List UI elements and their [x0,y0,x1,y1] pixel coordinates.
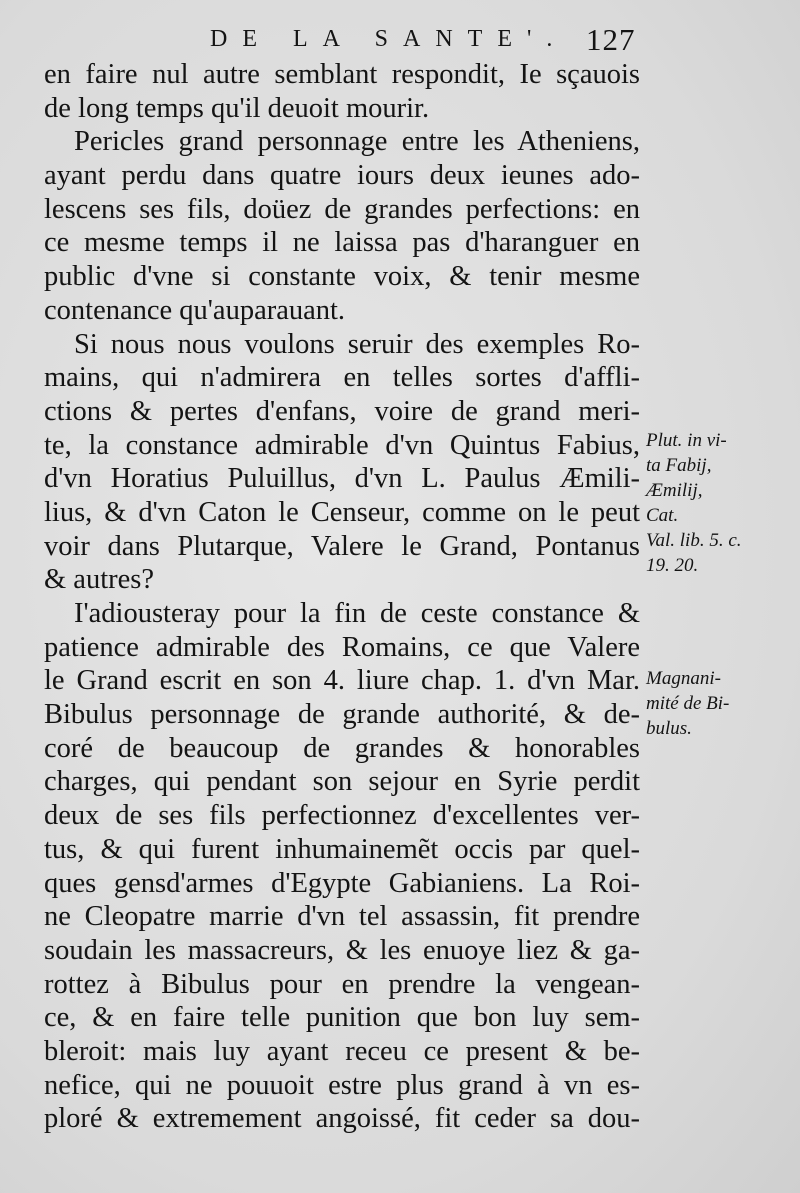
text-line: Bibulus personnage de grande authorité, & de- [44,699,640,731]
text-line: rottez à Bibulus pour en prendre la vengean- [44,968,640,1000]
text-line: deux de ses fils perfectionnez d'excellentes ver- [44,800,640,832]
margin-note-sources [646,428,796,578]
margin-note-line: Val. lib. 5. c. [646,530,742,551]
margin-note-line: mité de Bi- [646,693,730,714]
page-header [40,22,640,62]
text-line: mains, qui n'admirera en telles sortes d'affli- [44,362,640,394]
margin-note-bibulus [646,666,796,741]
text-line: ne Cleopatre marrie d'vn tel assassin, fit prendre [44,901,640,933]
text-line: Si nous nous voulons seruir des exemples Ro- [74,328,640,360]
text-line: coré de beaucoup de grandes & honorables [44,732,640,764]
margin-note-line: ta Fabij, [646,455,712,476]
text-line: ques gensd'armes d'Egypte Gabianiens. La Roi- [44,867,640,899]
text-line: patience admirable des Romains, ce que Valere [44,631,640,663]
text-line: charges, qui pendant son sejour en Syrie perdit [44,766,640,798]
text-line: ce mesme temps il ne laissa pas d'haranguer en [44,227,640,259]
text-line: en faire nul autre semblant respondit, Ie sçauois [44,59,640,90]
text-line: bleroit: mais luy ayant receu ce present & be- [44,1035,640,1067]
text-line: lius, & d'vn Caton le Censeur, comme on le peut [44,496,640,528]
body-text [44,58,640,1136]
text-line: voir dans Plutarque, Valere le Grand, Pontanus [44,530,640,562]
text-line: public d'vne si constante voix, & tenir mesme [44,261,640,293]
running-head: DE LA SANTE'. [210,26,568,52]
margin-note-line: 19. 20. [646,555,699,576]
text-line: I'adiousteray pour la fin de ceste constance & [74,598,640,629]
text-line: d'vn Horatius Puluillus, d'vn L. Paulus Æmili- [44,463,640,495]
text-line: ayant perdu dans quatre iours deux ieunes ado- [44,160,640,192]
margin-note-line: Æmilij, [646,480,703,501]
text-line: Pericles grand personnage entre les Atheniens, [74,126,640,158]
margin-note-line: bulus. [646,718,692,739]
text-line: de long temps qu'il deuoit mourir. [44,92,430,124]
text-line: ploré & extremement angoissé, fit ceder sa dou- [44,1103,640,1135]
text-line: le Grand escrit en son 4. liure chap. 1. d'vn Mar. [44,665,640,697]
text-line: contenance qu'auparauant. [44,294,346,326]
text-line: lescens ses fils, doüez de grandes perfections: en [44,193,640,225]
text-line: soudain les massacreurs, & les enuoye liez & ga- [44,934,640,966]
margin-note-line: Magnani- [646,668,721,689]
page-number: 127 [586,22,636,57]
margin-note-line: Cat. [646,505,679,526]
text-line: te, la constance admirable d'vn Quintus Fabius, [44,429,640,461]
text-line: ce, & en faire telle punition que bon luy sem- [44,1002,640,1034]
margin-note-line: Plut. in vi- [646,430,727,451]
text-line: nefice, qui ne pouuoit estre plus grand à vn es- [44,1069,640,1101]
text-line: tus, & qui furent inhumainemẽt occis par quel- [44,833,640,865]
text-line: ctions & pertes d'enfans, voire de grand meri- [44,395,640,427]
text-line: & autres? [44,564,154,596]
